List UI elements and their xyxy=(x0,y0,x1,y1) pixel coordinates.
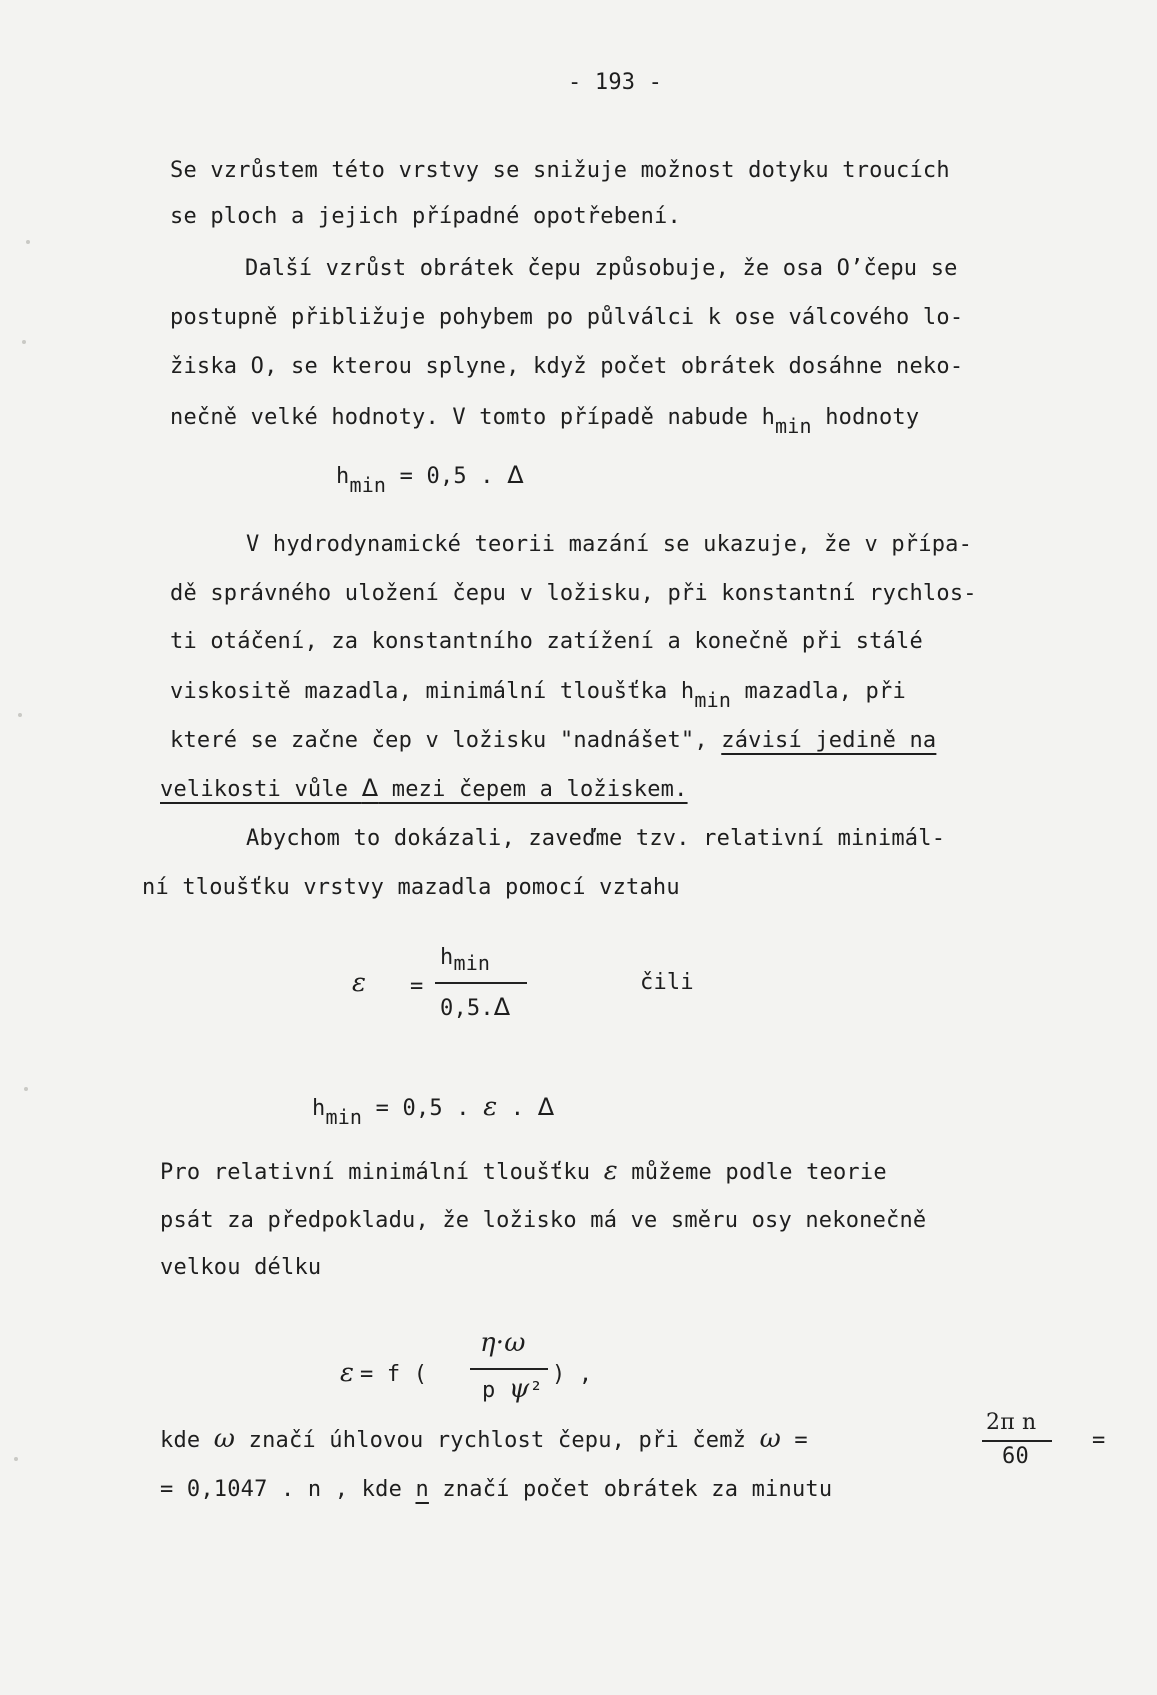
delta-symbol: Δ xyxy=(361,774,379,802)
underlined-text: závisí jedině na xyxy=(721,728,937,753)
binder-hole-mark xyxy=(14,1457,18,1461)
text-segment: hodnoty xyxy=(811,405,920,430)
text-line: ti otáčení, za konstantního zatížení a konečně při stálé xyxy=(170,629,923,654)
fraction-denominator xyxy=(440,994,510,1022)
formula-symbol: h xyxy=(312,1096,326,1121)
text-line xyxy=(170,678,906,712)
epsilon-symbol: ε xyxy=(340,1358,355,1388)
subscript: min xyxy=(694,688,732,712)
text-line: psát za předpokladu, že ložisko má ve směru osy nekonečně xyxy=(160,1208,927,1233)
text-line xyxy=(170,404,920,438)
underlined-text: mezi čepem a ložiskem. xyxy=(378,777,688,802)
formula-symbol: h xyxy=(336,464,350,489)
binder-hole-mark xyxy=(24,1087,28,1091)
text-line: Další vzrůst obrátek čepu způsobuje, že osa O’čepu se xyxy=(245,256,958,281)
epsilon-symbol: ε xyxy=(603,1156,618,1186)
underlined-text: velikosti vůle xyxy=(160,777,362,802)
fraction-denominator: 60 xyxy=(1002,1444,1029,1469)
formula-text: . xyxy=(497,1096,538,1121)
text-line: žiska O, se kterou splyne, když počet obrátek dosáhne neko- xyxy=(170,354,964,379)
fraction-denominator xyxy=(482,1376,543,1404)
text-segment: značí úhlovou rychlost čepu, při čemž xyxy=(235,1428,760,1453)
text-segment: mazadla, při xyxy=(731,679,906,704)
delta-symbol: Δ xyxy=(507,461,524,489)
equals-sign: = xyxy=(410,974,424,999)
text-line: dě správného uložení čepu v ložisku, při konstantní rychlos- xyxy=(170,581,977,606)
fraction-bar xyxy=(435,982,527,984)
formula-symbol: h xyxy=(440,945,454,970)
formula-hmin xyxy=(312,1092,555,1129)
text-line xyxy=(160,1426,808,1454)
formula-text: = 0,5 . xyxy=(386,464,508,489)
fraction-bar xyxy=(982,1440,1052,1442)
equals-sign: = xyxy=(1092,1428,1106,1453)
epsilon-symbol: ε xyxy=(352,968,367,998)
text-segment: značí počet obrátek za minutu xyxy=(428,1477,833,1502)
page-number: - 193 - xyxy=(568,70,663,95)
text-segment: můžeme podle teorie xyxy=(617,1160,887,1185)
text-line xyxy=(170,728,936,754)
text-line xyxy=(160,1477,832,1503)
text-segment: = 0,1047 . n , kde xyxy=(160,1477,416,1502)
binder-hole-mark xyxy=(18,713,22,717)
binder-hole-mark xyxy=(26,240,30,244)
formula-text: ) , xyxy=(552,1362,593,1387)
text-word: čili xyxy=(640,970,694,995)
delta-symbol: Δ xyxy=(537,1093,555,1121)
text-line: V hydrodynamické teorii mazání se ukazuje, že v přípa- xyxy=(246,532,973,557)
text-line: velkou délku xyxy=(160,1255,322,1280)
omega-symbol: ω xyxy=(759,1424,781,1454)
subscript: min xyxy=(775,414,812,438)
omega-symbol: ω xyxy=(213,1424,236,1454)
text-segment: kde xyxy=(160,1428,214,1453)
fraction-numerator xyxy=(986,1410,1036,1436)
text-line xyxy=(160,1158,887,1186)
text-line xyxy=(160,775,688,803)
superscript: ² xyxy=(529,1378,543,1403)
psi-symbol: ψ xyxy=(508,1374,530,1404)
text-line: ní tloušťku vrstvy mazadla pomocí vztahu xyxy=(142,875,680,900)
formula-text: = f ( xyxy=(360,1362,428,1387)
epsilon-symbol: ε xyxy=(483,1092,498,1122)
text-line: se ploch a jejich případné opotřebení. xyxy=(170,204,681,229)
subscript: min xyxy=(325,1105,363,1129)
fraction-text: 2π n xyxy=(986,1410,1037,1435)
subscript: min xyxy=(349,473,387,497)
formula-text: 0,5. xyxy=(440,996,494,1021)
text-segment: které se začne čep v ložisku "nadnášet", xyxy=(170,728,722,753)
text-segment: nečně velké hodnoty. V tomto případě nabude h xyxy=(170,405,776,430)
text-line: Abychom to dokázali, zaveďme tzv. relativní minimál- xyxy=(246,826,946,851)
text-line: postupně přibližuje pohybem po půlválci k ose válcového lo- xyxy=(170,305,964,330)
subscript: min xyxy=(453,951,491,975)
formula-text: = 0,5 . xyxy=(362,1096,484,1121)
underlined-text: n xyxy=(415,1477,429,1502)
binder-hole-mark xyxy=(22,340,26,344)
text-segment: = xyxy=(780,1428,808,1453)
text-segment: viskositě mazadla, minimální tloušťka h xyxy=(170,679,695,704)
text-line: Se vzrůstem této vrstvy se snižuje možnost dotyku troucích xyxy=(170,158,950,183)
fraction-numerator: η·ω xyxy=(480,1328,526,1358)
delta-symbol: Δ xyxy=(493,993,511,1021)
text-segment: Pro relativní minimální tloušťku xyxy=(160,1160,604,1185)
formula-hmin xyxy=(336,461,524,497)
formula-text: p xyxy=(482,1378,509,1403)
fraction-numerator xyxy=(440,944,491,975)
fraction-bar xyxy=(470,1368,548,1370)
